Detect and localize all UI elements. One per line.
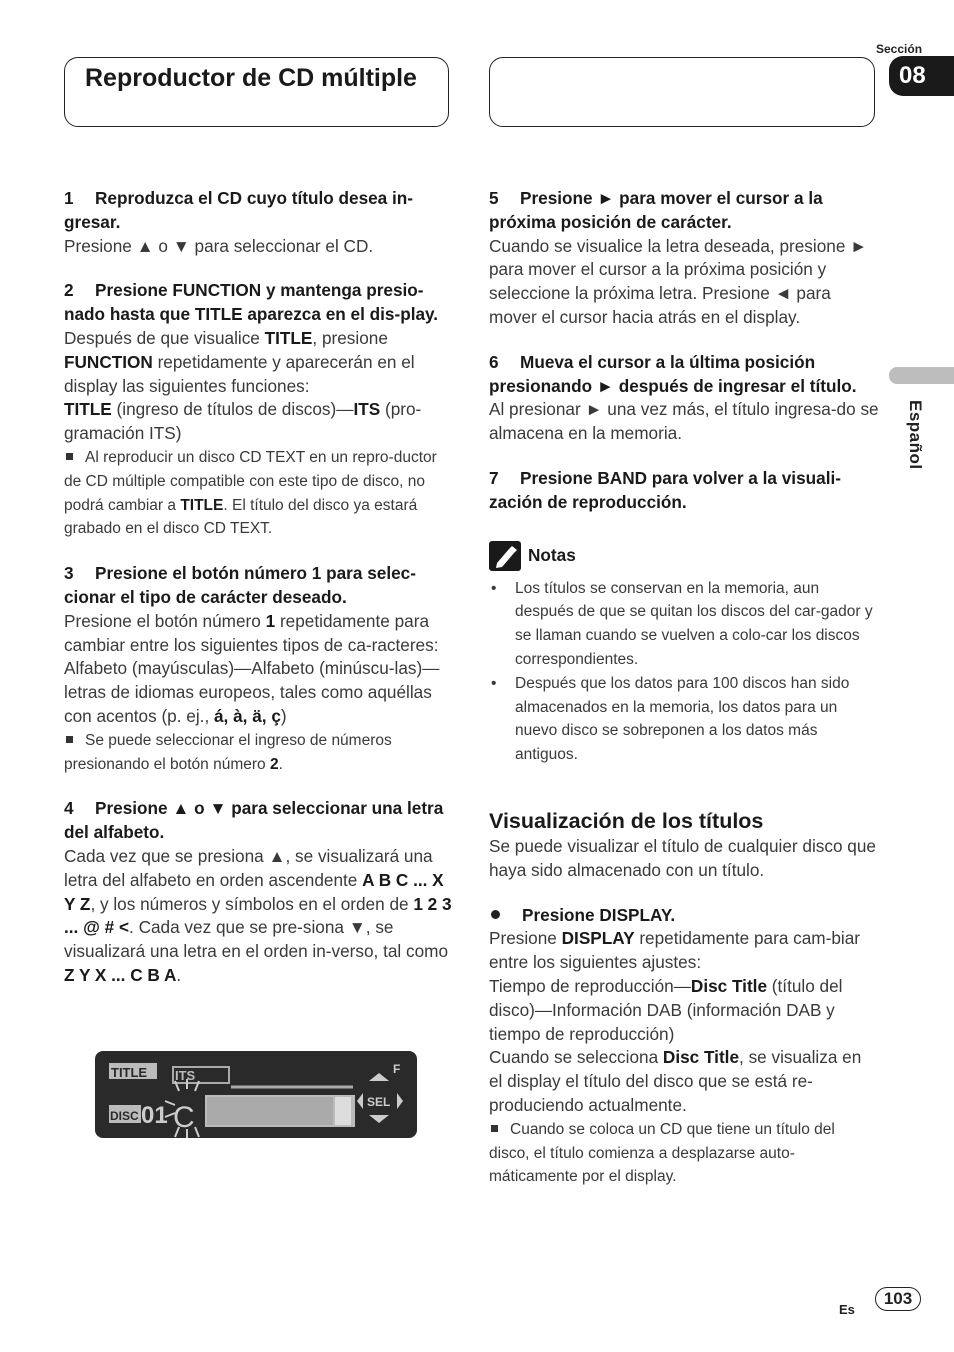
display-settings-list: Tiempo de reproducción—Disc Title (título del disco)—Información DAB (información DAB y tiempo de reproducción) <box>489 975 843 1044</box>
section-number-tab: 08 <box>889 56 954 96</box>
pencil-icon <box>489 541 521 571</box>
step-5-title: 5 Presione ► para mover el cursor a la próxima posición de carácter. <box>489 188 823 232</box>
step-4-title: 4 Presione ▲ o ▼ para seleccionar una letra del alfabeto. <box>64 798 444 843</box>
note-item: • Después que los datos para 100 discos han sido almacenados en la memoria, los datos para un nuevo disco se sobreponen a los datos más antiguos. <box>489 672 879 767</box>
lcd-sel-label: SEL <box>367 1095 391 1109</box>
lcd-disc-label: DISC <box>110 1109 139 1123</box>
chapter-title-box <box>64 57 449 127</box>
step-3-note: Se puede seleccionar el ingreso de números presionando el botón número 2. <box>64 731 392 773</box>
step-3-body: Presione el botón número 1 repetidamente para cambiar entre los siguientes tipos de ca-racteres: <box>64 610 439 655</box>
lcd-display-illustration <box>95 1051 417 1138</box>
display-bullet-step: Presione DISPLAY. <box>489 904 879 928</box>
chapter-title: Reproductor de CD múltiple <box>85 64 417 92</box>
notes-title: Notas <box>528 544 576 565</box>
display-disc-title-info: Cuando se selecciona Disc Title, se visualiza en el display el título del disco que se está re-produciendo actualmente. <box>489 1047 862 1115</box>
notes-list <box>489 577 879 767</box>
step-6-title: 6 Mueva el cursor a la última posición presionando ► después de ingresar el título. <box>489 351 857 396</box>
language-tab-bar <box>889 367 954 384</box>
step-3-title: 3 Presione el botón número 1 para selec-cionar el tipo de carácter deseado. <box>64 563 416 607</box>
left-column <box>64 187 454 988</box>
step-2-functions: TITLE (ingreso de títulos de discos)—ITS (pro-gramación ITS) <box>64 399 422 444</box>
step-2-title: 2 Presione FUNCTION y mantenga presio-nado hasta que TITLE aparezca en el dis-play. <box>64 280 439 325</box>
step-5-body: Cuando se visualice la letra deseada, presione ► para mover el cursor a la próxima posición y seleccione la próxima letra. Presione ◄ para mover el cursor hacia atrás en el display. <box>489 235 868 327</box>
notes-header <box>489 541 879 571</box>
lcd-disc-number: 01 <box>141 1102 168 1129</box>
header-empty-box <box>489 57 875 127</box>
note-item: • Los títulos se conservan en la memoria, aun después de que se quitan los discos del car-gador y se llaman cuando se vuelven a colo-car los discos correspondientes. <box>489 577 879 672</box>
step-1-body: Presione ▲ o ▼ para seleccionar el CD. <box>64 235 374 256</box>
lcd-f-label: F <box>393 1062 401 1076</box>
step-2-body: Después de que visualice TITLE, presione FUNCTION repetidamente y aparecerán en el display las siguientes funciones: <box>64 327 415 396</box>
section-label: Sección <box>876 42 923 56</box>
lcd-its-label: ITS <box>175 1068 196 1083</box>
language-label: Español <box>905 400 925 470</box>
step-2-note: Al reproducir un disco CD TEXT en un repro-ductor de CD múltiple compatible con este tipo de disco, no podrá cambiar a TITLE. El título del disco ya estará grabado en el disco CD TEXT. <box>64 448 437 538</box>
step-1-title: 1 Reproduzca el CD cuyo título desea in-gresar. <box>64 188 414 232</box>
step-6-body: Al presionar ► una vez más, el título ingresa-do se almacena en la memoria. <box>489 399 879 444</box>
section-heading: Visualización de los títulos <box>489 808 764 833</box>
step-4-body: Cada vez que se presiona ▲, se visualizará una letra del alfabeto en orden ascendente A B C ... X Y Z, y los números y símbolos en el orden de 1 2 3 ... @ # <. Cada vez que se pre-siona ▼, se visualizará una letra en el orden in-verso, tal como Z Y X ... C B A. <box>64 845 452 985</box>
lcd-title-label: TITLE <box>111 1065 148 1080</box>
right-column <box>489 187 879 1189</box>
lcd-cursor-char: C <box>173 1101 195 1134</box>
section-intro: Se puede visualizar el título de cualquier disco que haya sido almacenado con un título. <box>489 835 876 880</box>
footer-language-code: Es <box>839 1302 855 1317</box>
page-number: 103 <box>875 1287 921 1311</box>
step-3-types: Alfabeto (mayúsculas)—Alfabeto (minúscu-las)—letras de idiomas europeos, tales como aquéllas con acentos (p. ej., á, à, ä, ç) <box>64 658 440 726</box>
display-body: Presione DISPLAY repetidamente para cam-biar entre los siguientes ajustes: <box>489 928 861 973</box>
step-7-title: 7 Presione BAND para volver a la visuali-zación de reproducción. <box>489 467 841 512</box>
display-note: Cuando se coloca un CD que tiene un título del disco, el título comienza a desplazarse auto-máticamente por el display. <box>489 1120 835 1186</box>
